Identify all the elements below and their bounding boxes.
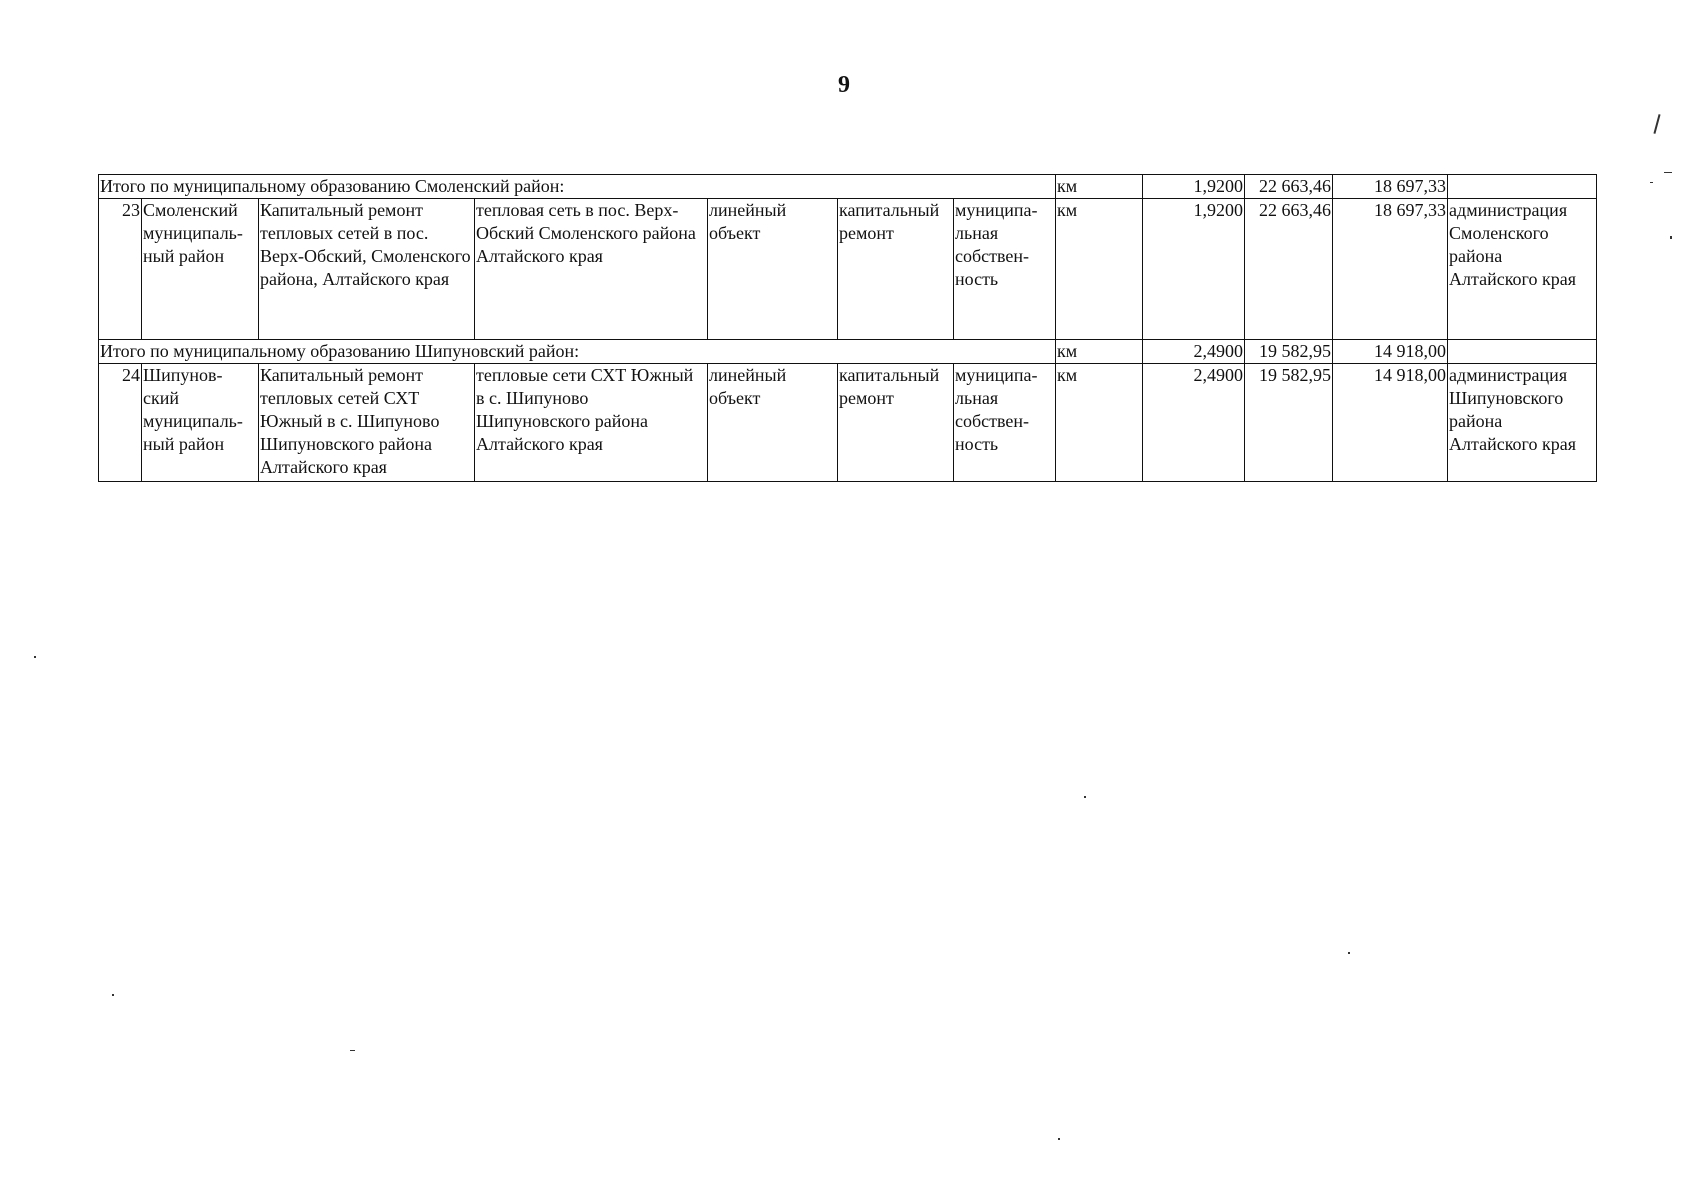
total-label: Итого по муниципальному образованию Смоленский район: [99,175,1056,199]
object-type-cell: линейный объект [708,364,838,482]
unit-cell: км [1056,364,1143,482]
scan-speck [1653,114,1660,134]
total-row-smolensky [99,175,1597,199]
work-name-cell: Капитальный ремонт тепловых сетей в пос. Верх-Обский, Смоленского района, Алтайского края [259,199,475,340]
total-funds: 14 918,00 [1333,340,1448,364]
total-length: 2,4900 [1143,340,1245,364]
responsible-cell: администрация Смоленского района Алтайского края [1448,199,1597,340]
total-cost: 19 582,95 [1245,340,1333,364]
length-cell: 2,4900 [1143,364,1245,482]
total-responsible [1448,340,1597,364]
object-name-cell: тепловая сеть в пос. Верх-Обский Смоленского района Алтайского края [475,199,708,340]
work-type-cell: капитальный ремонт [838,364,954,482]
scan-speck [1348,952,1350,954]
scan-speck [34,656,36,658]
table-row-23 [99,199,1597,340]
row-number: 24 [99,364,142,482]
scan-speck [1058,1138,1060,1140]
total-unit: км [1056,175,1143,199]
row-number: 23 [99,199,142,340]
total-label: Итого по муниципальному образованию Шипуновский район: [99,340,1056,364]
work-name-cell: Капитальный ремонт тепловых сетей СХТ Южный в с. Шипуново Шипуновского района Алтайского края [259,364,475,482]
total-cost: 22 663,46 [1245,175,1333,199]
total-length: 1,9200 [1143,175,1245,199]
scan-speck [1670,236,1672,239]
scan-speck [112,994,114,996]
cost-cell: 22 663,46 [1245,199,1333,340]
object-name-cell: тепловые сети СХТ Южный в с. Шипуново Шипуновского района Алтайского края [475,364,708,482]
table-row-24 [99,364,1597,482]
total-responsible [1448,175,1597,199]
work-type-cell: капитальный ремонт [838,199,954,340]
length-cell: 1,9200 [1143,199,1245,340]
municipality-cell: Шипунов-ский муниципаль-ный район [142,364,259,482]
object-type-cell: линейный объект [708,199,838,340]
funds-cell: 14 918,00 [1333,364,1448,482]
municipality-cell: Смоленский муниципаль-ный район [142,199,259,340]
scan-speck [1664,172,1672,173]
ownership-cell: муниципа-льная собствен-ность [954,364,1056,482]
scan-speck [1084,796,1086,798]
responsible-cell: администрация Шипуновского района Алтайского края [1448,364,1597,482]
ownership-cell: муниципа-льная собствен-ность [954,199,1056,340]
program-table [98,174,1597,482]
scan-speck [1650,182,1653,183]
total-unit: км [1056,340,1143,364]
funds-cell: 18 697,33 [1333,199,1448,340]
scan-speck [350,1050,355,1051]
page-number: 9 [838,72,850,98]
total-row-shipunovsky [99,340,1597,364]
total-funds: 18 697,33 [1333,175,1448,199]
cost-cell: 19 582,95 [1245,364,1333,482]
unit-cell: км [1056,199,1143,340]
